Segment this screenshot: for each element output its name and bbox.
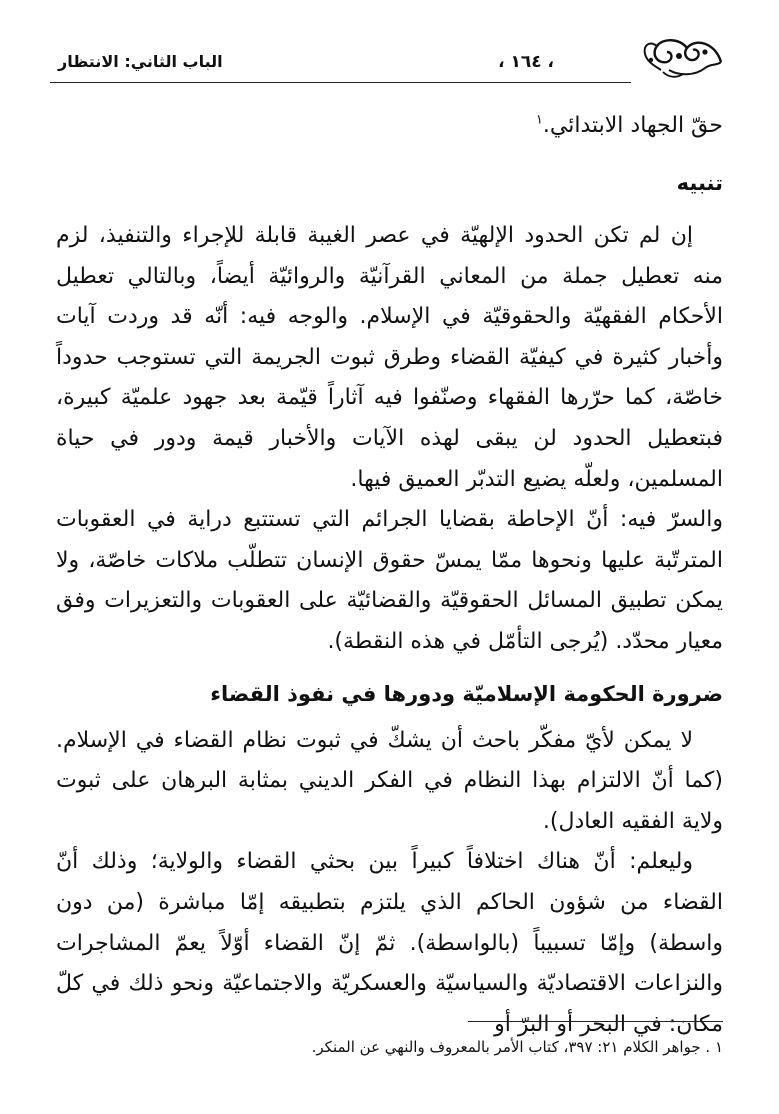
page-header [50,32,719,84]
paragraph: إن لم تكن الحدود الإلهيّة في عصر الغيبة قابلة للإجراء والتنفيذ، لزم منه تعطيل جملة من المعاني القرآنيّة والروائيّة أيضاً، وبالتالي تعطيل الأحكام الفقهيّة والحقوقيّة في الإسلام. والوجه فيه: أنّه قد وردت آيات وأخبار كثيرة في كيفيّة القضاء وطرق ثبوت الجريمة التي تستوجب حدوداً خاصّة، كما حرّرها الفقهاء وصنّفوا فيه آثاراً قيّمة بعد جهود علميّة كبيرة، فبتعطيل الحدود لن يبقى لهذه الآيات والأخبار قيمة ودور في حياة المسلمين، ولعلّه يضيع التدبّر العميق فيها. [56,223,723,492]
continued-line-text: حقّ الجهاد الابتدائي. [542,113,723,138]
paragraph: والسرّ فيه: أنّ الإحاطة بقضايا الجرائم التي تستتبع دراية في العقوبات المترتّبة عليها ونحوها ممّا يمسّ حقوق الإنسان تتطلّب ملاكات خاصّة، ولا يمكن تطبيق المسائل الحقوقيّة والقضائيّة على العقوبات والتعزيرات وفق معيار محدّد. (يُرجى التأمّل في هذه النقطة). [56,507,723,654]
paragraph: وليعلم: أنّ هناك اختلافاً كبيراً بين بحثي القضاء والولاية؛ وذلك أنّ القضاء من شؤون الحاكم الذي يلتزم بتطبيقه إمّا مباشرة (من دون واسطة) وإمّا تسبيباً (بالواسطة). ثمّ إنّ القضاء أوّلاً يعمّ المشاجرات والنزاعات الاقتصاديّة والسياسيّة والعسكريّة والاجتماعيّة ونحو ذلك في كلّ مكان: في البحر أو البرّ أو [56,849,723,1037]
page-body [56,106,723,1045]
footnote: ١ . جواهر الكلام ٢١: ٣٩٧، كتاب الأمر بالمعروف والنهي عن المنكر. [311,1038,723,1056]
footnote-divider [468,1021,723,1022]
header-divider [50,82,631,83]
running-chapter-title: الباب الثاني: الانتظار [58,52,223,71]
continued-line [56,106,723,146]
footnote-marker: ١ [535,112,543,128]
arabesque-ornament-icon [639,32,725,80]
section-heading-notice: تنبيه [676,171,723,195]
section-heading-islamic-government: ضرورة الحكومة الإسلاميّة ودورها في نفوذ القضاء [210,681,723,706]
paragraph: لا يمكن لأيّ مفكّر باحث أن يشكّ في ثبوت نظام القضاء في الإسلام. (كما أنّ الالتزام بهذا النظام في الفكر الديني بمثابة البرهان على ثبوت ولاية الفقيه العادل). [56,727,723,834]
page-number: ، ١٦٤ ، [498,52,554,72]
